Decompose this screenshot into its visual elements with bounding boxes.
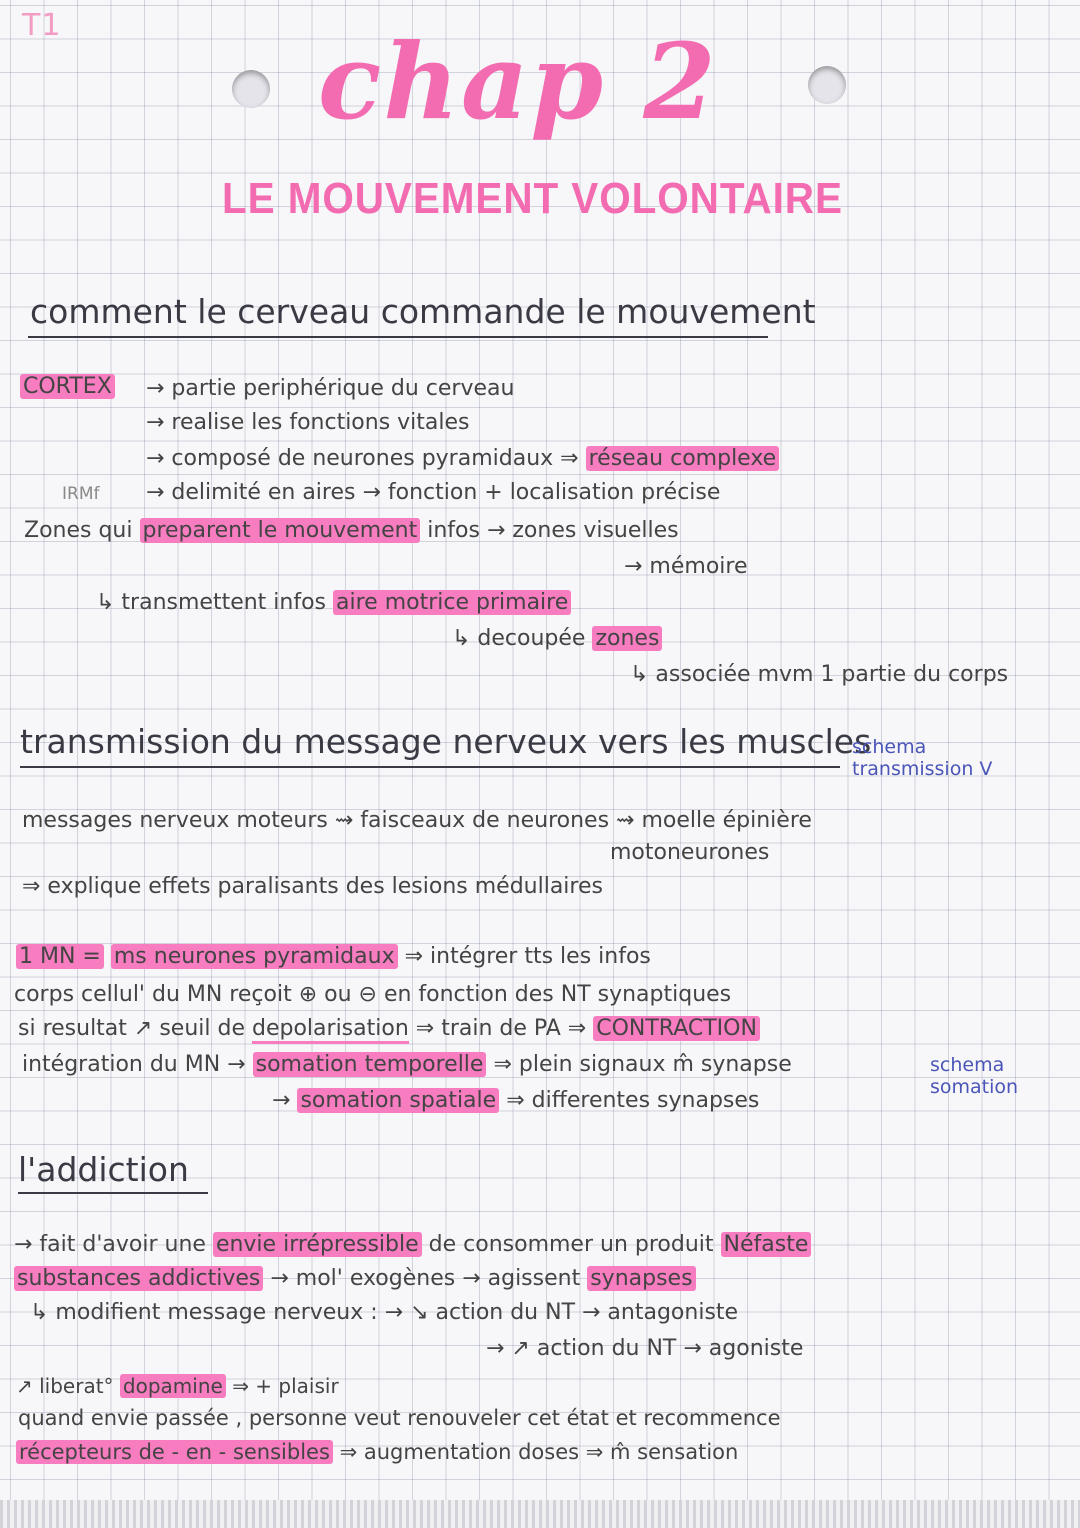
integration-line: intégration du MN → somation temporelle ⇒ plein signaux m̂ synapse	[22, 1052, 792, 1077]
addiction-line-5: ↗ liberat° dopamine ⇒ + plaisir	[16, 1374, 339, 1398]
corps-cellulaire-line: corps cellul' du MN reçoit ⊕ ou ⊖ en fonction des NT synaptiques	[14, 982, 732, 1007]
addiction-line-7: récepteurs de - en - sensibles ⇒ augmentation doses ⇒ m̂ sensation	[16, 1440, 738, 1464]
section-heading-transmission: transmission du message nerveux vers les muscles	[20, 722, 872, 761]
cortex-line-3: → composé de neurones pyramidaux ⇒ réseau complexe	[146, 446, 779, 471]
addiction-line-1: → fait d'avoir une envie irrépressible de consommer un produit Néfaste	[14, 1232, 811, 1257]
addiction-line-3: ↳ modifient message nerveux : → ↘ action du NT → antagoniste	[30, 1300, 739, 1325]
decoupee-line: ↳ decoupée zones	[452, 626, 662, 651]
resultat-line: si resultat ↗ seuil de depolarisation ⇒ train de PA ⇒ CONTRACTION	[18, 1016, 760, 1041]
margin-note-schema-somation: schema somation	[930, 1054, 1019, 1098]
heading-underline	[28, 336, 768, 338]
somation-spatiale-line: → somation spatiale ⇒ differentes synapses	[272, 1088, 760, 1113]
heading-underline	[20, 766, 840, 768]
zones-line: Zones qui preparent le mouvement infos → zones visuelles	[24, 518, 679, 543]
transmission-line-1: messages nerveux moteurs ⇝ faisceaux de neurones ⇝ moelle épinière	[22, 808, 812, 833]
punch-hole-left	[232, 70, 270, 108]
associee-line: ↳ associée mvm 1 partie du corps	[630, 662, 1009, 687]
addiction-line-4: → ↗ action du NT → agoniste	[486, 1336, 804, 1361]
irm-label: IRMf	[62, 484, 100, 504]
margin-note-schema-transmission: schema transmission V	[852, 736, 993, 780]
transmission-line-3: ⇒ explique effets paralisants des lesions médullaires	[22, 874, 603, 899]
punch-hole-right	[808, 66, 846, 104]
cortex-label: CORTEX	[20, 374, 115, 399]
mn-line: 1 MN = ms neurones pyramidaux ⇒ intégrer tts les infos	[16, 944, 651, 969]
motoneurones-label: motoneurones	[610, 840, 770, 865]
section-heading-cerveau: comment le cerveau commande le mouvement	[30, 292, 816, 331]
page-title: chap 2	[318, 20, 718, 143]
addiction-line-2: substances addictives → mol' exogènes → agissent synapses	[14, 1266, 696, 1291]
page-bottom-edge	[0, 1500, 1080, 1528]
cortex-line-4: → delimité en aires → fonction + localisation précise	[146, 480, 721, 505]
memoire-line: → mémoire	[624, 554, 748, 579]
transmettent-line: ↳ transmettent infos aire motrice primaire	[96, 590, 571, 615]
addiction-line-6: quand envie passée , personne veut renouveler cet état et recommence	[18, 1406, 781, 1430]
page-subtitle: LE MOUVEMENT VOLONTAIRE	[222, 174, 843, 223]
section-heading-addiction: l'addiction	[18, 1150, 189, 1189]
cortex-line-2: → realise les fonctions vitales	[146, 410, 470, 435]
heading-underline	[18, 1192, 208, 1194]
cortex-line-1: → partie periphérique du cerveau	[146, 376, 515, 401]
page-number: T1	[22, 8, 62, 43]
